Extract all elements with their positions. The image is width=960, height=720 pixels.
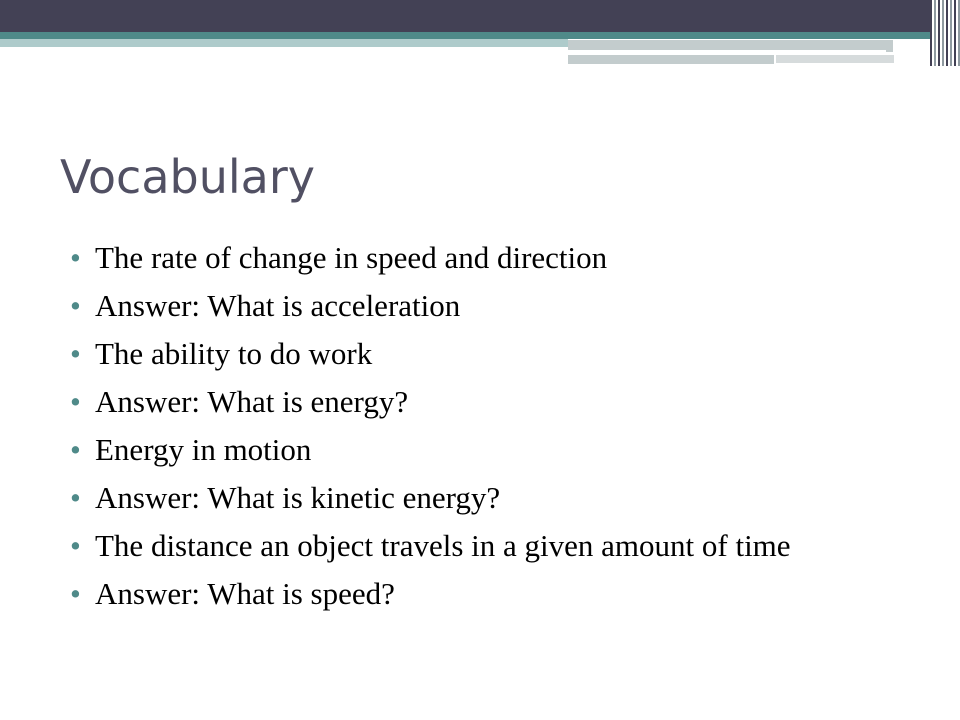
bullet-icon: • <box>70 432 81 467</box>
bullet-icon: • <box>70 528 81 563</box>
header-band <box>0 0 960 32</box>
bullet-item <box>70 530 910 561</box>
bullet-text: Answer: What is speed? <box>95 576 395 611</box>
bullet-text: Energy in motion <box>95 432 312 467</box>
bullet-text: Answer: What is acceleration <box>95 288 461 323</box>
bullet-icon: • <box>70 288 81 323</box>
header-divider-line <box>568 50 886 52</box>
bullet-item <box>70 290 910 321</box>
bullet-item <box>70 578 910 609</box>
bullet-item <box>70 482 910 513</box>
header-accent-stripe <box>0 32 960 39</box>
bullet-text: Answer: What is kinetic energy? <box>95 480 501 515</box>
bullet-icon: • <box>70 384 81 419</box>
header-gray-stripe-lower <box>568 55 774 64</box>
slide-title: Vocabulary <box>60 150 315 204</box>
bullet-item <box>70 242 910 273</box>
bullet-icon: • <box>70 240 81 275</box>
bullet-text: The rate of change in speed and direction <box>95 240 608 275</box>
bullet-icon: • <box>70 576 81 611</box>
bullet-icon: • <box>70 480 81 515</box>
bullet-item <box>70 338 910 369</box>
bullet-list <box>70 242 910 609</box>
bullet-item <box>70 434 910 465</box>
header-gray-stripe-right <box>776 55 894 63</box>
header-light-stripe <box>0 39 568 47</box>
bullet-icon: • <box>70 336 81 371</box>
bullet-text: Answer: What is energy? <box>95 384 409 419</box>
bullet-item <box>70 386 910 417</box>
corner-stripes <box>930 0 960 66</box>
bullet-text: The distance an object travels in a given amount of time <box>95 528 791 563</box>
bullet-text: The ability to do work <box>95 336 373 371</box>
